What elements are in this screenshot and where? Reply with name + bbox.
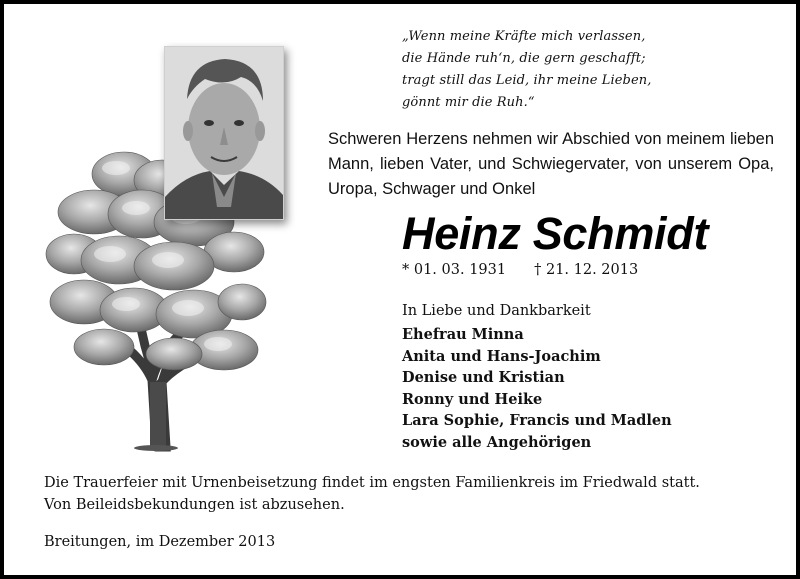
mourner: sowie alle Angehörigen — [402, 433, 592, 451]
poem-line: gönnt mir die Ruh.“ — [402, 95, 535, 110]
poem-line: die Hände ruh‘n, die gern geschafft; — [402, 51, 646, 66]
ceremony-line: Die Trauerfeier mit Urnenbeisetzung findet im engsten Familienkreis im Friedwald statt. — [44, 475, 700, 491]
mourner: Denise und Kristian — [402, 369, 565, 386]
poem — [402, 26, 651, 114]
poem-line: „Wenn meine Kräfte mich verlassen, — [402, 29, 646, 44]
death-date: † 21. 12. 2013 — [534, 262, 639, 278]
place-date: Breitungen, im Dezember 2013 — [44, 534, 276, 550]
mourners-list — [402, 324, 672, 453]
poem-line: tragt still das Leid, ihr meine Lieben, — [402, 73, 652, 88]
mourner: Ehefrau Minna — [402, 326, 524, 343]
mourner: Anita und Hans-Joachim — [402, 347, 601, 365]
birth-date: * 01. 03. 1931 — [402, 262, 507, 278]
life-dates — [402, 260, 638, 280]
ceremony-notice — [44, 472, 784, 516]
mourner: Lara Sophie, Francis und Madlen — [402, 412, 672, 429]
mourner: Ronny und Heike — [402, 390, 543, 408]
gratitude-line: In Liebe und Dankbarkeit — [402, 303, 591, 319]
portrait-photo — [164, 46, 284, 220]
farewell-intro: Schweren Herzens nehmen wir Abschied von meinem lieben Mann, lieben Vater, und Schwiegervater, von unserem Opa, Uropa, Schwager und Onkel — [328, 130, 774, 198]
ceremony-line: Von Beileidsbekundungen ist abzusehen. — [44, 497, 345, 513]
deceased-name: Heinz Schmidt — [402, 208, 709, 259]
